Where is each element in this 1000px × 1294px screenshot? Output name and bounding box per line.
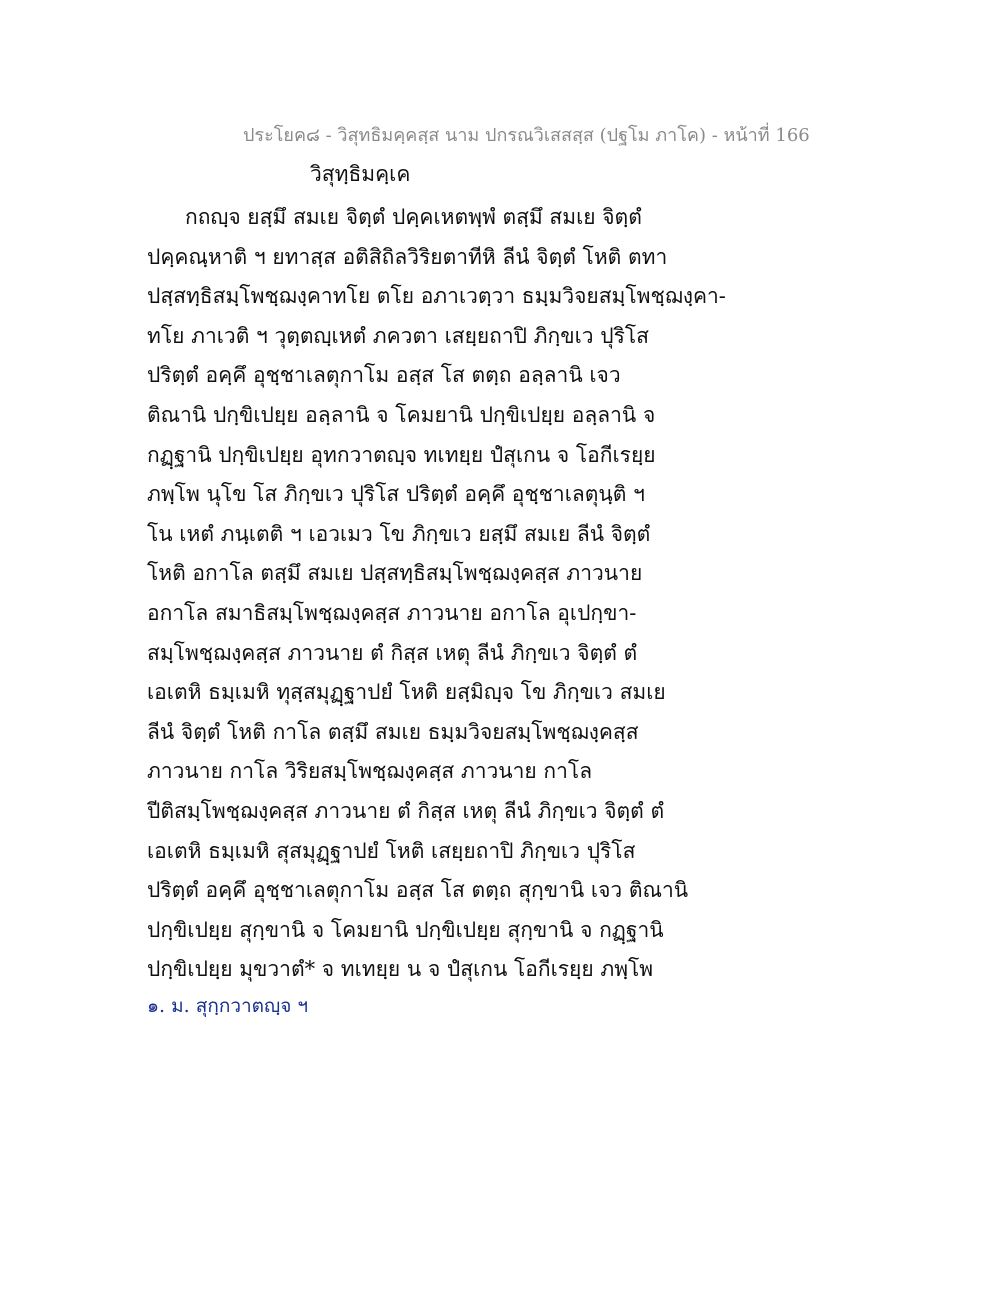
text-line: เอเตหิ ธมฺเมหิ สุสมุฏฺฐาปยํ โหติ เสยฺยถาปิ ภิกฺขเว ปุริโส bbox=[147, 838, 636, 863]
text-line: ลีนํ จิตฺตํ โหติ กาโล ตสฺมึ สมเย ธมฺมวิจยสมฺโพชฺฌงฺคสฺส bbox=[147, 719, 639, 744]
section-title: วิสุทฺธิมคฺเค bbox=[310, 162, 411, 186]
text-line: ปริตฺตํ อคฺคึ อุชฺชาเลตุกาโม อสฺส โส ตตฺถ อลฺลานิ เจว bbox=[147, 363, 621, 388]
text-line: โน เหตํ ภนฺเตติ ฯ เอวเมว โข ภิกฺขเว ยสฺมึ สมเย ลีนํ จิตฺตํ bbox=[147, 521, 651, 546]
text-line: ปีติสมฺโพชฺฌงฺคสฺส ภาวนาย ตํ กิสฺส เหตุ ลีนํ ภิกฺขเว จิตฺตํ ตํ bbox=[147, 798, 665, 823]
text-line: ปคฺคณฺหาติ ฯ ยทาสฺส อติสิถิลวิริยตาทีหิ ลีนํ จิตฺตํ โหติ ตทา bbox=[147, 244, 668, 269]
text-line: อกาโล สมาธิสมฺโพชฺฌงฺคสฺส ภาวนาย อกาโล อุเปกฺขา- bbox=[147, 600, 637, 625]
body-text bbox=[147, 198, 726, 990]
text-line: ภาวนาย กาโล วิริยสมฺโพชฺฌงฺคสฺส ภาวนาย กาโล bbox=[147, 759, 593, 784]
text-line: ปกฺขิเปยฺย มุขวาตํ* จ ทเทยฺย น จ ปํสุเกน โอกีเรยฺย ภพฺโพ bbox=[147, 957, 654, 982]
text-line: โหติ อกาโล ตสฺมึ สมเย ปสฺสทฺธิสมฺโพชฺฌงฺคสฺส ภาวนาย bbox=[147, 561, 643, 586]
text-line: กฏฺฐานิ ปกฺขิเปยฺย อุทกวาตญฺจ ทเทยฺย ปํสุเกน จ โอกีเรยฺย bbox=[147, 442, 656, 467]
text-line: ปริตฺตํ อคฺคึ อุชฺชาเลตุกาโม อสฺส โส ตตฺถ สุกฺขานิ เจว ติณานิ bbox=[147, 878, 689, 903]
text-line: ติณานิ ปกฺขิเปยฺย อลฺลานิ จ โคมยานิ ปกฺขิเปยฺย อลฺลานิ จ bbox=[147, 402, 656, 427]
footnote: ๑. ม. สุกฺกวาตญฺจ ฯ bbox=[147, 995, 309, 1017]
page-header: ประโยค๘ - วิสุทธิมคฺคสฺส นาม ปกรณวิเสสสฺส (ปฐโม ภาโค) - หน้าที่ 166 bbox=[243, 125, 810, 146]
text-line: สมฺโพชฺฌงฺคสฺส ภาวนาย ตํ กิสฺส เหตุ ลีนํ ภิกฺขเว จิตฺตํ ตํ bbox=[147, 640, 638, 665]
text-line: ทโย ภาเวติ ฯ วุตฺตญฺเหตํ ภควตา เสยฺยถาปิ ภิกฺขเว ปุริโส bbox=[147, 323, 649, 348]
text-line: กถญฺจ ยสฺมึ สมเย จิตฺตํ ปคฺคเหตพฺพํ ตสฺมึ สมเย จิตฺตํ bbox=[185, 205, 642, 229]
text-line: ภพฺโพ นุโข โส ภิกฺขเว ปุริโส ปริตฺตํ อคฺคึ อุชฺชาเลตุนฺติ ฯ bbox=[147, 482, 645, 507]
text-line: ปกฺขิเปยฺย สุกฺขานิ จ โคมยานิ ปกฺขิเปยฺย สุกฺขานิ จ กฏฺฐานิ bbox=[147, 917, 664, 942]
text-line: ปสฺสทฺธิสมฺโพชฺฌงฺคาทโย ตโย อภาเวตฺวา ธมฺมวิจยสมฺโพชฺฌงฺคา- bbox=[147, 284, 726, 309]
text-line: เอเตหิ ธมฺเมหิ ทุสฺสมุฏฺฐาปยํ โหติ ยสฺมิญฺจ โข ภิกฺขเว สมเย bbox=[147, 680, 666, 705]
